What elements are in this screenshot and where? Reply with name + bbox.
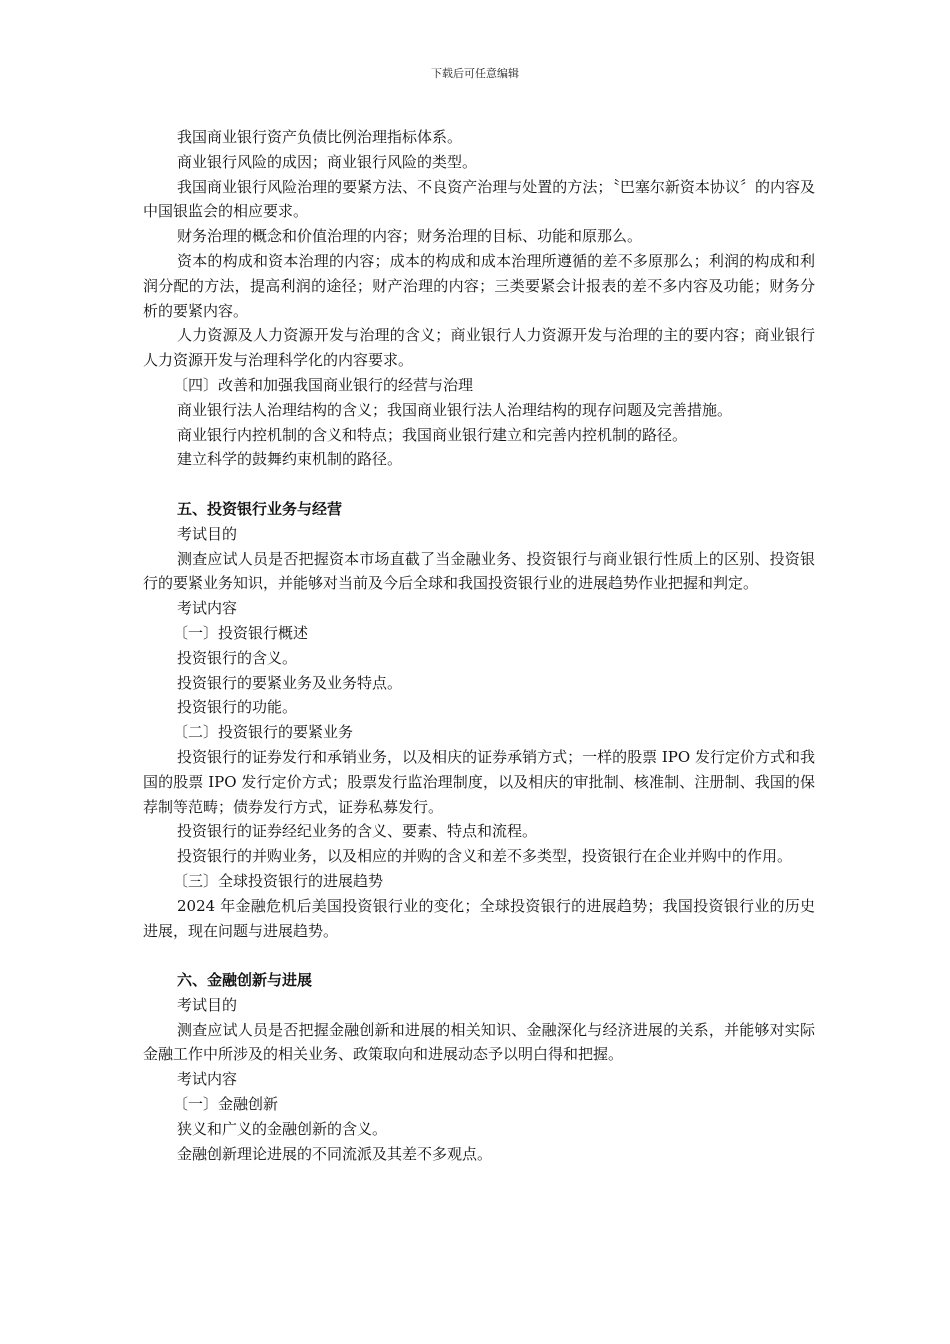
paragraph: 测查应试人员是否把握资本市场直截了当金融业务、投资银行与商业银行性质上的区别、投资银行的要紧业务知识，并能够对当前及今后全球和我国投资银行业的进展趋势作业把握和判定。	[143, 549, 815, 593]
document-body	[143, 125, 815, 1166]
subsection-title: 〔二〕投资银行的要紧业务	[173, 723, 354, 742]
objective-label: 考试目的	[177, 995, 238, 1014]
paragraph: 商业银行法人治理结构的含义；我国商业银行法人治理结构的现存问题及完善措施。	[177, 400, 733, 419]
list-item: 狭义和广义的金融创新的含义。	[177, 1119, 388, 1138]
paragraph: 投资银行的证券发行和承销业务，以及相庆的证券承销方式；一样的股票 IPO 发行定价方式和我国的股票 IPO 发行定价方式；股票发行监治理制度，以及相庆的审批制、核准制、注册制、我国的保荐制等范畴；债券发行方式，证券私募发行。	[143, 747, 815, 816]
paragraph: 商业银行内控机制的含义和特点；我国商业银行建立和完善内控机制的路径。	[177, 425, 688, 444]
list-item: 金融创新理论进展的不同流派及其差不多观点。	[177, 1144, 493, 1163]
paragraph: 财务治理的概念和价值治理的内容；财务治理的目标、功能和原那么。	[177, 227, 643, 246]
section-heading: 五、投资银行业务与经营	[177, 499, 343, 518]
spacer	[143, 472, 815, 497]
paragraph: 人力资源及人力资源开发与治理的含义；商业银行人力资源开发与治理的主的要内容；商业银行人力资源开发与治理科学化的内容要求。	[143, 326, 815, 370]
paragraph: 投资银行的证券经纪业务的含义、要素、特点和流程。	[177, 822, 538, 841]
paragraph: 2024 年金融危机后美国投资银行业的变化；全球投资银行的进展趋势；我国投资银行业的历史进展，现在问题与进展趋势。	[143, 896, 815, 940]
subsection-title: 〔三〕全球投资银行的进展趋势	[173, 871, 384, 890]
spacer	[143, 943, 815, 968]
page-header: 下载后可任意编辑	[431, 67, 519, 80]
paragraph: 商业银行风险的成因；商业银行风险的类型。	[177, 152, 478, 171]
paragraph: 我国商业银行资产负债比例治理指标体系。	[177, 128, 463, 146]
subsection-title: 〔四〕改善和加强我国商业银行的经营与治理	[173, 375, 474, 394]
content-label: 考试内容	[177, 1070, 238, 1089]
list-item: 投资银行的含义。	[177, 648, 298, 667]
paragraph: 投资银行的并购业务，以及相应的并购的含义和差不多类型，投资银行在企业并购中的作用。	[177, 847, 793, 866]
section-heading: 六、金融创新与进展	[177, 971, 313, 990]
paragraph: 测查应试人员是否把握金融创新和进展的相关知识、金融深化与经济进展的关系，并能够对实际金融工作中所涉及的相关业务、政策取向和进展动态予以明白得和把握。	[143, 1020, 815, 1064]
subsection-title: 〔一〕投资银行概述	[173, 623, 309, 642]
list-item: 投资银行的功能。	[177, 698, 298, 717]
list-item: 投资银行的要紧业务及业务特点。	[177, 673, 403, 692]
subsection-title: 〔一〕金融创新	[173, 1095, 279, 1114]
paragraph: 我国商业银行风险治理的要紧方法、不良资产治理与处置的方法；〝巴塞尔新资本协议〞的内容及中国银监会的相应要求。	[143, 177, 815, 221]
paragraph: 资本的构成和资本治理的内容；成本的构成和成本治理所遵循的差不多原那么；利润的构成和利润分配的方法，提高利润的途径；财产治理的内容；三类要紧会计报表的差不多内容及功能；财务分析的要紧内容。	[143, 251, 815, 320]
content-label: 考试内容	[177, 599, 238, 618]
objective-label: 考试目的	[177, 524, 238, 543]
paragraph: 建立科学的鼓舞约束机制的路径。	[177, 450, 403, 469]
